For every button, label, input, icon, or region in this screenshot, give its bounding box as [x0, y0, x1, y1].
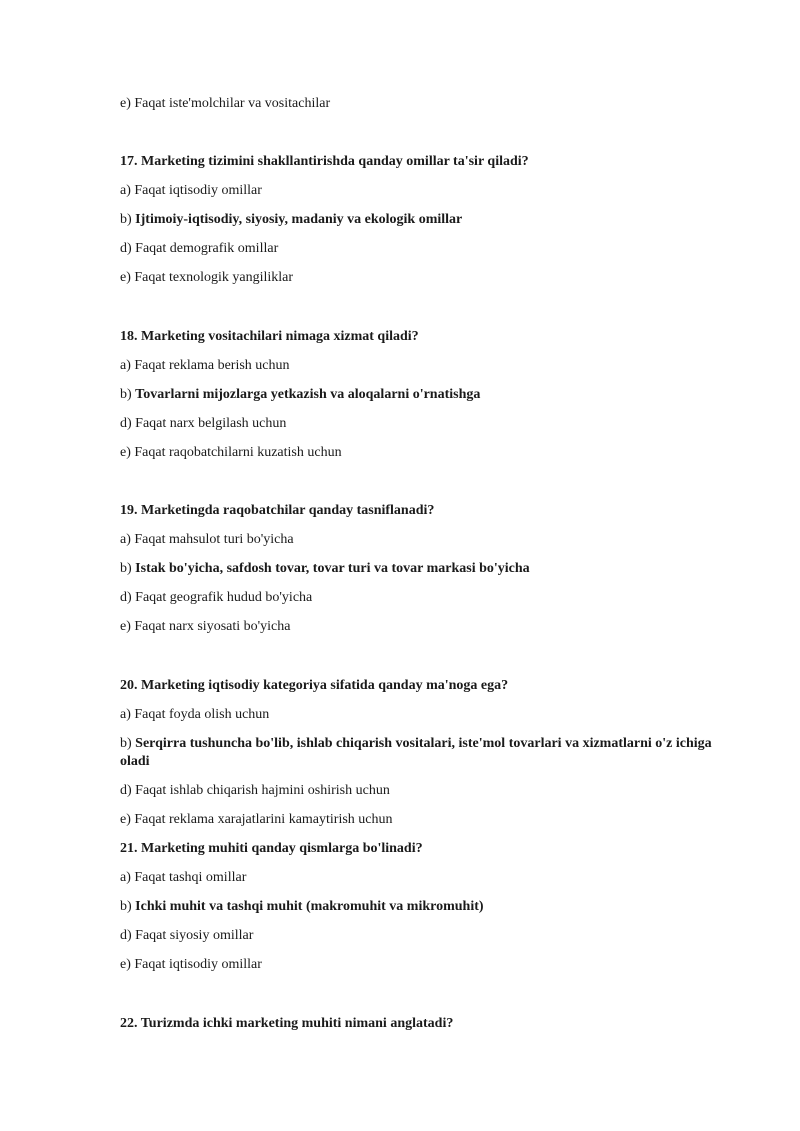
option-b-17-prefix: b): [120, 212, 136, 227]
question-20: 20. Marketing iqtisodiy kategoriya sifatida qanday ma'noga ega?: [120, 678, 509, 693]
option-e-21: e) Faqat iqtisodiy omillar: [120, 957, 262, 972]
option-b-21: [120, 898, 720, 916]
question-19: 19. Marketingda raqobatchilar qanday tasniflanadi?: [120, 503, 435, 518]
option-a-20: a) Faqat foyda olish uchun: [120, 707, 270, 722]
option-d-18: d) Faqat narx belgilash uchun: [120, 416, 287, 431]
option-b-21-prefix: b): [120, 899, 136, 914]
option-b-18-answer: Tovarlarni mijozlarga yetkazish va aloqalarni o'rnatishga: [135, 387, 481, 402]
option-a-17: a) Faqat iqtisodiy omillar: [120, 183, 262, 198]
option-d-19: d) Faqat geografik hudud bo'yicha: [120, 590, 313, 605]
option-b-20: [120, 735, 720, 771]
option-a-18: a) Faqat reklama berish uchun: [120, 358, 290, 373]
option-b-20-prefix: b): [120, 736, 136, 751]
option-e-16: e) Faqat iste'molchilar va vositachilar: [120, 96, 331, 111]
option-b-19-answer: Istak bo'yicha, safdosh tovar, tovar turi va tovar markasi bo'yicha: [135, 561, 530, 576]
option-b-18-prefix: b): [120, 387, 136, 402]
option-d-17: d) Faqat demografik omillar: [120, 241, 279, 256]
option-a-19: a) Faqat mahsulot turi bo'yicha: [120, 532, 294, 547]
option-e-18: e) Faqat raqobatchilarni kuzatish uchun: [120, 445, 342, 460]
option-d-20: d) Faqat ishlab chiqarish hajmini oshirish uchun: [120, 783, 390, 798]
option-e-17: e) Faqat texnologik yangiliklar: [120, 270, 294, 285]
option-b-17-answer: Ijtimoiy-iqtisodiy, siyosiy, madaniy va ekologik omillar: [135, 212, 463, 227]
option-a-21: a) Faqat tashqi omillar: [120, 870, 247, 885]
option-b-19: [120, 560, 720, 578]
question-17: 17. Marketing tizimini shakllantirishda qanday omillar ta'sir qiladi?: [120, 154, 529, 169]
question-18: 18. Marketing vositachilari nimaga xizmat qiladi?: [120, 329, 419, 344]
option-d-21: d) Faqat siyosiy omillar: [120, 928, 254, 943]
option-e-20: e) Faqat reklama xarajatlarini kamaytirish uchun: [120, 812, 393, 827]
option-b-18: [120, 386, 720, 404]
question-21: 21. Marketing muhiti qanday qismlarga bo'linadi?: [120, 841, 423, 856]
option-b-19-prefix: b): [120, 561, 136, 576]
question-22: 22. Turizmda ichki marketing muhiti nimani anglatadi?: [120, 1016, 454, 1031]
option-b-17: [120, 211, 720, 229]
option-b-20-answer: Serqirra tushuncha bo'lib, ishlab chiqarish vositalari, iste'mol tovarlari va xizmatlarni o'z ichiga oladi: [120, 736, 712, 769]
option-e-19: e) Faqat narx siyosati bo'yicha: [120, 619, 291, 634]
option-b-21-answer: Ichki muhit va tashqi muhit (makromuhit va mikromuhit): [135, 899, 484, 914]
